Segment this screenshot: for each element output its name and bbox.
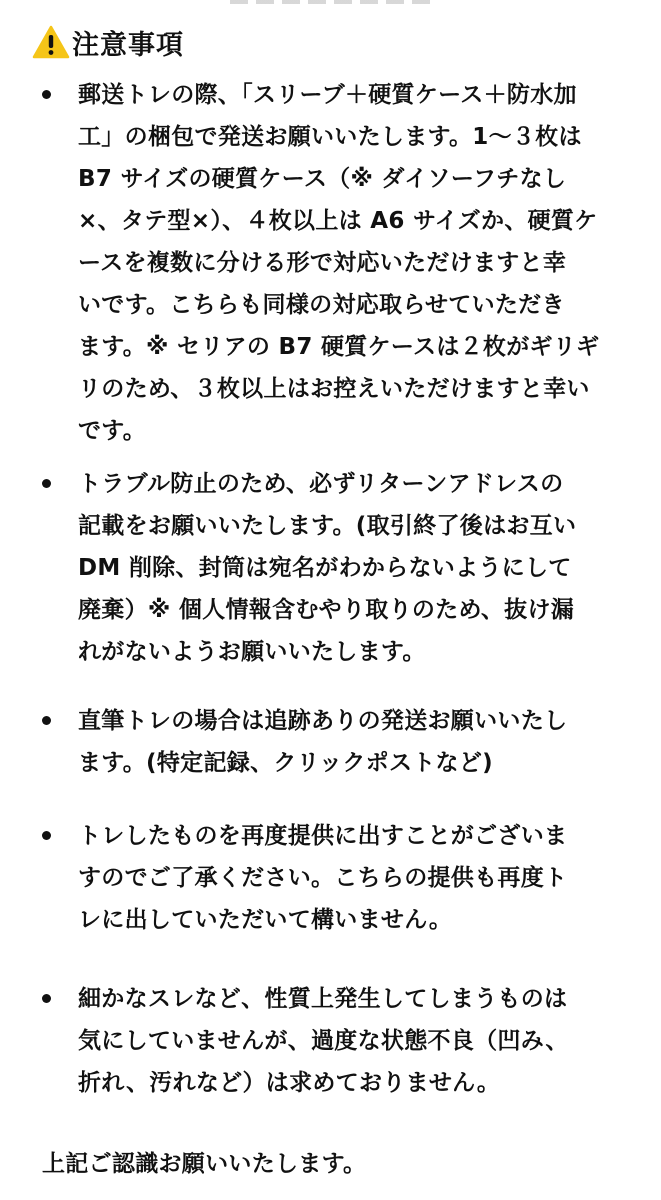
list-item-text — [78, 463, 648, 673]
list-item-text — [78, 978, 648, 1104]
text-line: れがないようお願いいたします。 — [78, 639, 426, 665]
text-line: トラブル防止のため、必ずリターンアドレスの — [78, 471, 564, 497]
text-line: 工」の梱包で発送お願いいたします。1〜３枚は — [78, 124, 582, 150]
text-line: トレしたものを再度提供に出すことがございま — [78, 823, 568, 849]
text-line: リのため、３枚以上はお控えいただけますと幸い — [78, 376, 590, 402]
text-line: 直筆トレの場合は追跡ありの発送お願いいたし — [78, 708, 568, 734]
list-item-text — [78, 815, 648, 941]
text-line: 気にしていませんが、過度な状態不良（凹み、 — [78, 1028, 569, 1054]
bullet-icon — [42, 831, 51, 840]
text-line: 折れ、汚れなど）は求めておりません。 — [78, 1070, 501, 1096]
warning-icon — [32, 25, 70, 59]
bullet-icon — [42, 994, 51, 1003]
bullet-icon — [42, 479, 51, 488]
text-line: 細かなスレなど、性質上発生してしまうものは — [78, 986, 568, 1012]
text-line: 廃棄）※ 個人情報含むやり取りのため、抜け漏 — [78, 597, 575, 623]
bullet-icon — [42, 90, 51, 99]
text-line: ースを複数に分ける形で対応いただけますと幸 — [78, 250, 567, 276]
text-line: ます。※ セリアの B7 硬質ケースは２枚がギリギ — [78, 334, 600, 360]
notice-title: 注意事項 — [72, 29, 184, 61]
text-line: いです。こちらも同様の対応取らせていただき — [78, 292, 565, 318]
text-line: 郵送トレの際、「スリーブ＋硬質ケース＋防水加 — [78, 82, 577, 108]
text-line: ×、タテ型×）、４枚以上は A6 サイズか、硬質ケ — [78, 208, 598, 234]
cropped-text-above — [230, 0, 430, 5]
list-item-text — [78, 74, 648, 452]
text-line: 記載をお願いいたします。(取引終了後はお互い — [78, 513, 577, 539]
text-line: ます。(特定記録、クリックポストなど) — [78, 750, 493, 776]
text-line: です。 — [78, 418, 147, 444]
text-line: DM 削除、封筒は宛名がわからないようにして — [78, 555, 572, 581]
notice-heading — [32, 22, 184, 62]
bullet-icon — [42, 716, 51, 725]
list-item-text — [78, 700, 648, 784]
text-line: レに出していただいて構いません。 — [78, 907, 453, 933]
closing-text: 上記ご認識お願いいたします。 — [42, 1151, 367, 1177]
text-line: すのでご了承ください。こちらの提供も再度ト — [78, 865, 568, 891]
text-line: B7 サイズの硬質ケース（※ ダイソーフチなし — [78, 166, 567, 192]
